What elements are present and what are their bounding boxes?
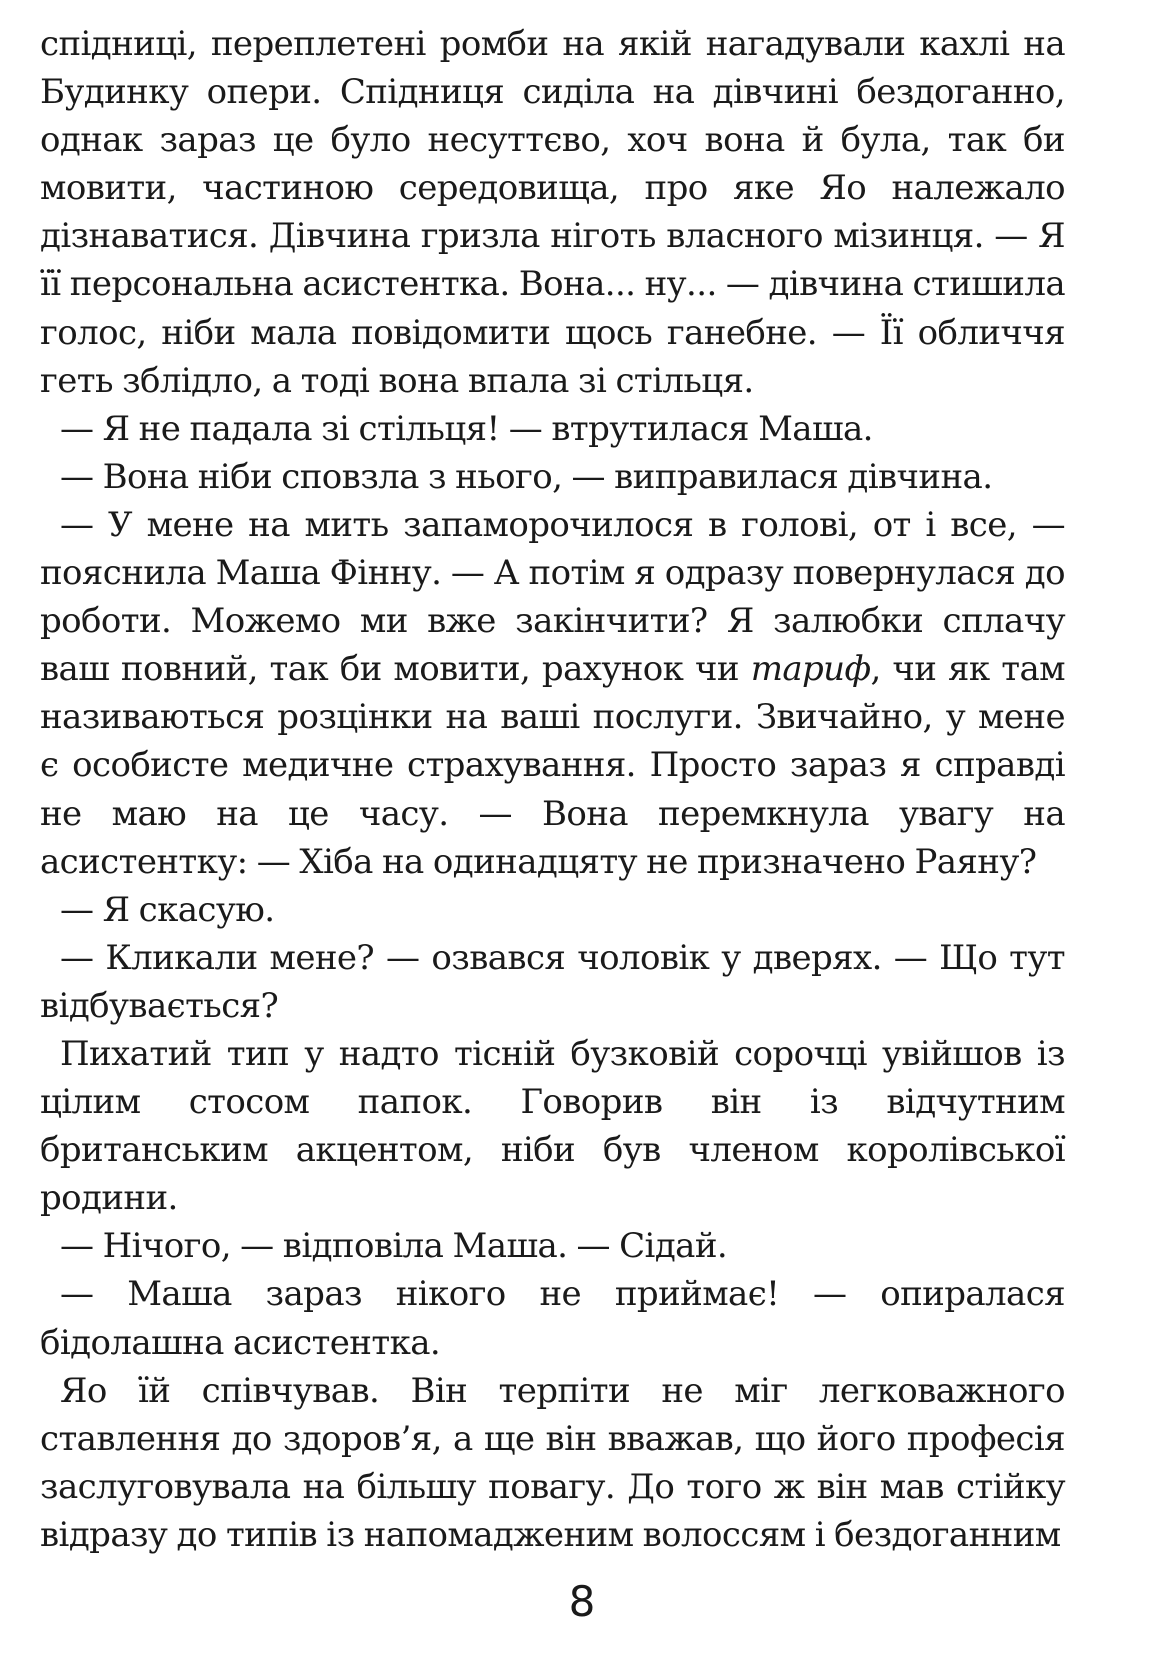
- paragraph-10: Яо їй співчував. Він терпіти не міг легковажного ставлення до здоров’я, а ще він вважав, що його професія заслуговувала на більшу повагу. До того ж він мав стійку відразу до типів із напомадженим волоссям і бездоганним: [40, 1370, 1065, 1555]
- paragraph-8: — Нічого, — відповіла Маша. — Сідай.: [60, 1226, 728, 1267]
- paragraph-1: спідниці, переплетені ромби на якій нагадували кахлі на Будинку опери. Спідниця сиділа на дівчині бездоганно, однак зараз це було несуттєво, хоч вона й була, так би мовити, частиною середовища, про яке Яо належало дізнаватися. Дівчина гризла ніготь власного мізинця. — Я її персональна асистентка. Вона... ну... — дівчина стишила голос, ніби мала повідомити щось ганебне. — Її обличчя геть зблідло, а тоді вона впала зі стільця.: [40, 24, 1065, 401]
- paragraph-4-italic-word: тариф: [750, 649, 871, 690]
- paragraph-5: — Я скасую.: [60, 889, 275, 930]
- page-number: 8: [568, 1577, 596, 1626]
- paragraph-4: [40, 501, 1065, 886]
- page-body: [40, 20, 1065, 1559]
- paragraph-7: Пихатий тип у надто тісній бузковій сорочці увійшов із цілим стосом папок. Говорив він із відчутним британським акцентом, ніби був членом королівської родини.: [40, 1033, 1065, 1219]
- paragraph-2: — Я не падала зі стільця! — втрутилася Маша.: [60, 408, 873, 449]
- paragraph-9: — Маша зараз нікого не приймає! — опиралася бідолашна асистентка.: [40, 1274, 1065, 1363]
- paragraph-6: — Кликали мене? — озвався чоловік у дверях. — Що тут відбувається?: [40, 937, 1065, 1026]
- paragraph-4-part-1: — У мене на мить запаморочилося в голові, от і все, — пояснила Маша Фінну. — А потім я одразу повернулася до роботи. Можемо ми вже закінчити? Я залюбки сплачу ваш повний, так би мовити, рахунок чи: [40, 504, 1065, 690]
- paragraph-4-part-2: , чи як там називаються розцінки на ваші послуги. Звичайно, у мене є особисте медичне страхування. Просто зараз я справді не маю на це часу. — Вона перемкнула увагу на асистентку: — Хіба на одинадцяту не призначено Раяну?: [40, 649, 1065, 882]
- paragraph-3: — Вона ніби сповзла з нього, — виправилася дівчина.: [60, 456, 993, 497]
